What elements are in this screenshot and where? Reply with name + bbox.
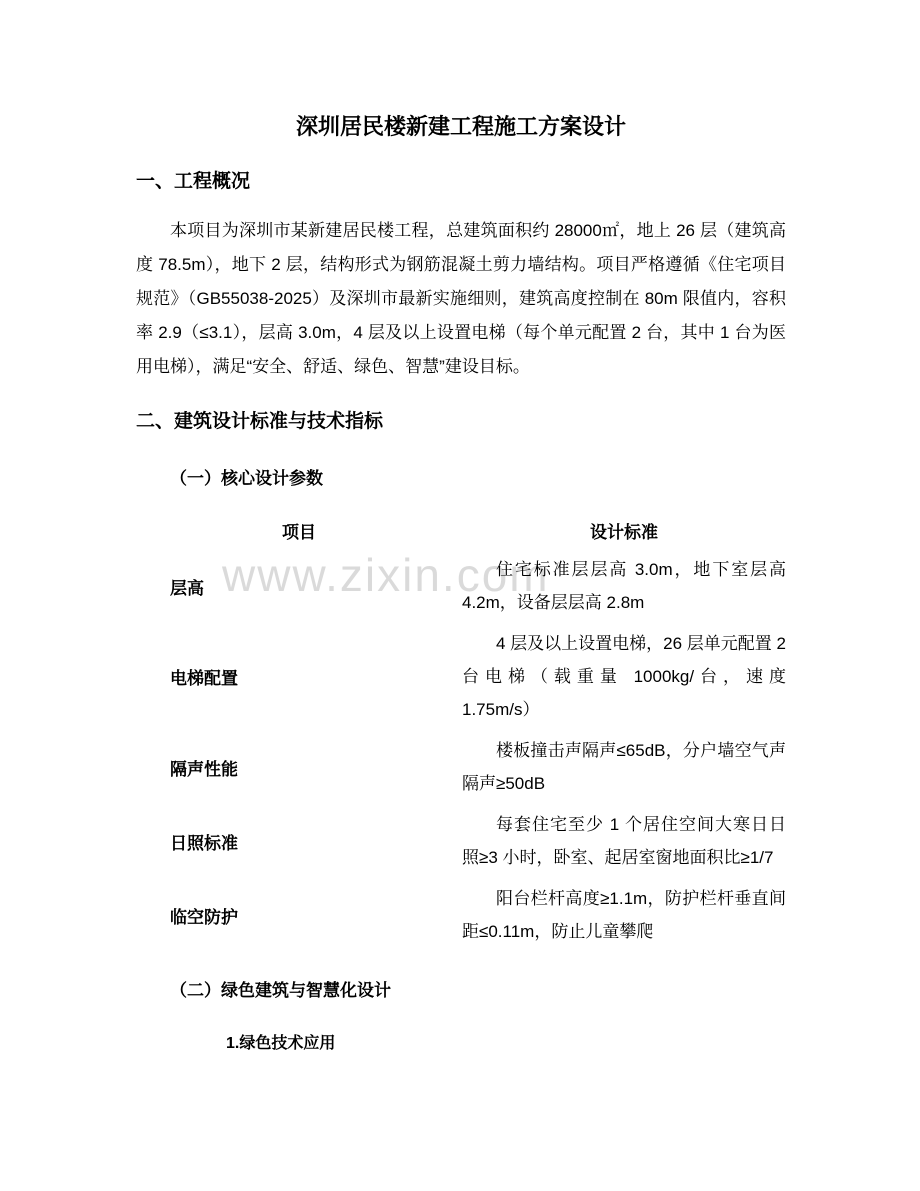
table-row — [136, 882, 786, 948]
subsection-heading-green-smart-design: （二）绿色建筑与智慧化设计 — [170, 981, 391, 1000]
table-row — [136, 627, 786, 726]
subsubsection-heading-green-tech: 1.绿色技术应用 — [226, 1035, 336, 1052]
table-standard-value: 4 层及以上设置电梯，26 层单元配置 2 台电梯（载重量 1000kg/台，速度 1.75m/s） — [462, 634, 786, 719]
table-item-label: 层高 — [170, 578, 204, 598]
section-heading-overview: 一、工程概况 — [136, 171, 251, 192]
table-standard-value: 阳台栏杆高度≥1.1m，防护栏杆垂直间距≤0.11m，防止儿童攀爬 — [462, 889, 786, 941]
page-title: 深圳居民楼新建工程施工方案设计 — [295, 114, 626, 139]
table-item-label: 临空防护 — [170, 907, 238, 927]
section-heading-design-standards: 二、建筑设计标准与技术指标 — [136, 411, 384, 432]
table-row — [136, 808, 786, 874]
table-standard-value: 住宅标准层层高 3.0m，地下室层高 4.2m，设备层层高 2.8m — [462, 560, 786, 612]
table-item-label: 隔声性能 — [170, 759, 238, 779]
table-row — [136, 734, 786, 800]
document-content — [136, 112, 786, 1056]
watermark: www.zixin.com — [222, 549, 550, 601]
overview-paragraph: 本项目为深圳市某新建居民楼工程，总建筑面积约 28000㎡，地上 26 层（建筑高度 78.5m），地下 2 层，结构形式为钢筋混凝土剪力墙结构。项目严格遵循《住宅项目规范》（GB55038-2025）及深圳市最新实施细则，建筑高度控制在 80m 限值内，容积率 2.9（≤3.1），层高 3.0m，4 层及以上设置电梯（每个单元配置 2 台，其中 1 台为医用电梯），满足“安全、舒适、绿色、智慧”建设目标。 — [136, 221, 786, 376]
parameters-table — [136, 518, 786, 948]
table-row — [136, 553, 786, 619]
table-header-standard: 设计标准 — [590, 523, 658, 542]
subsection-heading-core-parameters: （一）核心设计参数 — [170, 469, 323, 488]
table-item-label: 日照标准 — [170, 833, 238, 853]
table-standard-value: 楼板撞击声隔声≤65dB，分户墙空气声隔声≥50dB — [462, 741, 786, 793]
table-item-label: 电梯配置 — [170, 669, 238, 688]
table-header-item: 项目 — [282, 523, 316, 542]
table-header-row — [136, 518, 786, 543]
table-standard-value: 每套住宅至少 1 个居住空间大寒日日照≥3 小时，卧室、起居室窗地面积比≥1/7 — [462, 815, 786, 867]
